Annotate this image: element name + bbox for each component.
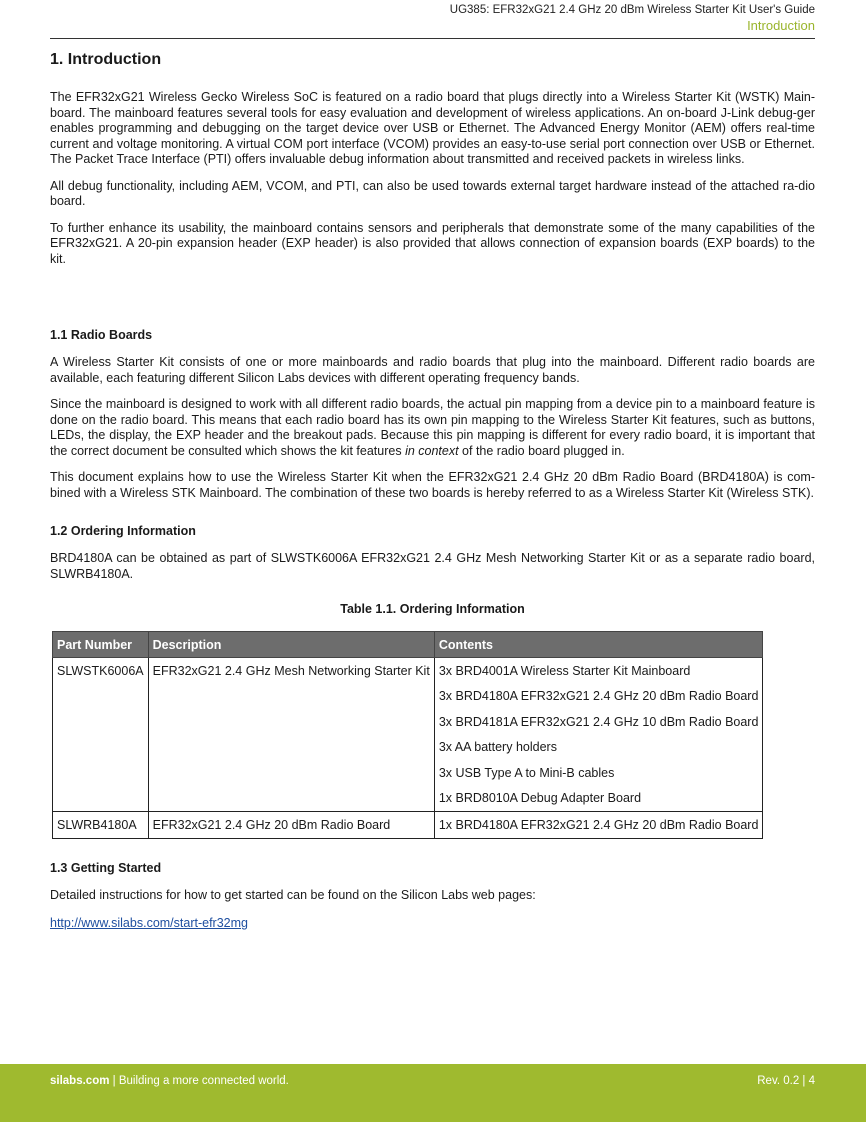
table-row <box>53 658 763 684</box>
cell-contents: 1x BRD4180A EFR32xG21 2.4 GHz 20 dBm Radio Board <box>434 812 763 839</box>
intro-paragraph-2: All debug functionality, including AEM, VCOM, and PTI, can also be used towards external target hardware instead of the attached ra-dio board. <box>50 178 815 208</box>
cell-description: EFR32xG21 2.4 GHz 20 dBm Radio Board <box>148 812 434 839</box>
cell-part-number <box>53 786 149 812</box>
cell-part-number <box>53 735 149 761</box>
cell-description <box>148 735 434 761</box>
cell-contents: 3x USB Type A to Mini-B cables <box>434 760 763 786</box>
section-1-3-heading: 1.3 Getting Started <box>50 860 162 875</box>
cell-description <box>148 760 434 786</box>
section-1-1-heading: 1.1 Radio Boards <box>50 328 153 342</box>
intro-paragraph-1: The EFR32xG21 Wireless Gecko Wireless SoC is featured on a radio board that plugs directly into a Wireless Starter Kit (WSTK) Main-board. The mainboard features several tools for easy evaluation and development of wireless applications. An on-board J-Link debug-ger enables programming and debugging on the target device over USB or Ethernet. The Advanced Energy Monitor (AEM) offers real-time current and voltage monitoring. A virtual COM port interface (VCOM) provides an easy-to-use serial port connection over USB or Ethernet. The Packet Trace Interface (PTI) offers invaluable debug information about transmitted and received packets in wireless links. <box>50 90 815 166</box>
cell-contents: 1x BRD8010A Debug Adapter Board <box>434 786 763 812</box>
page-footer <box>0 1064 866 1122</box>
cell-contents: 3x AA battery holders <box>434 735 763 761</box>
cell-description <box>148 786 434 812</box>
radio-boards-paragraph-2: Since the mainboard is designed to work with all different radio boards, the actual pin mapping from a device pin to a mainboard feature is done on the radio board. This means that each radio board has its own pin mapping to the Wireless Starter Kit features, such as buttons, LEDs, the display, the EXP header and the breakout pads. Because this pin mapping is different for every radio board, it is important that the correct document be consulted which shows the kit features in context of the radio board plugged in. <box>50 397 815 458</box>
in-context-emphasis: in context <box>405 443 459 458</box>
column-header-contents: Contents <box>434 632 763 658</box>
cell-contents: 3x BRD4001A Wireless Starter Kit Mainboard <box>434 658 763 684</box>
section-1-2-heading: 1.2 Ordering Information <box>50 524 196 538</box>
radio-boards-paragraph-1: A Wireless Starter Kit consists of one or more mainboards and radio boards that plug into the mainboard. Different radio boards are available, each featuring different Silicon Labs devices with different operating frequency bands. <box>50 355 815 385</box>
table-row <box>53 760 763 786</box>
cell-contents: 3x BRD4180A EFR32xG21 2.4 GHz 20 dBm Radio Board <box>434 684 763 710</box>
footer-page-info: Rev. 0.2 | 4 <box>757 1075 815 1087</box>
section-1-heading: 1. Introduction <box>50 51 162 68</box>
cell-part-number: SLWRB4180A <box>53 812 149 839</box>
table-row <box>53 812 763 839</box>
footer-tagline: | Building a more connected world. <box>109 1075 289 1087</box>
ordering-paragraph: BRD4180A can be obtained as part of SLWSTK6006A EFR32xG21 2.4 GHz Mesh Networking Starter Kit or as a separate radio board, SLWRB4180A. <box>50 551 815 581</box>
cell-part-number <box>53 709 149 735</box>
table-row <box>53 786 763 812</box>
cell-description <box>148 709 434 735</box>
cell-part-number <box>53 760 149 786</box>
radio-boards-paragraph-3: This document explains how to use the Wireless Starter Kit when the EFR32xG21 2.4 GHz 20 dBm Radio Board (BRD4180A) is com-bined with a Wireless STK Mainboard. The combination of these two boards is hereby referred to as a Wireless Starter Kit (Wireless STK). <box>50 470 815 500</box>
ordering-table <box>52 631 763 839</box>
page-header <box>450 3 815 33</box>
cell-contents: 3x BRD4181A EFR32xG21 2.4 GHz 10 dBm Radio Board <box>434 709 763 735</box>
table-row <box>53 709 763 735</box>
page-content <box>50 50 815 932</box>
table-header-row <box>53 632 763 658</box>
cell-description: EFR32xG21 2.4 GHz Mesh Networking Starter Kit <box>148 658 434 684</box>
cell-part-number: SLWSTK6006A <box>53 658 149 684</box>
header-divider <box>50 38 815 39</box>
start-efr32mg-link[interactable]: http://www.silabs.com/start-efr32mg <box>50 916 248 930</box>
cell-description <box>148 684 434 710</box>
running-section-name: Introduction <box>747 18 815 33</box>
column-header-description: Description <box>148 632 434 658</box>
intro-paragraph-3: To further enhance its usability, the mainboard contains sensors and peripherals that demonstrate some of the many capabilities of the EFR32xG21. A 20-pin expansion header (EXP header) is also provided that allows connection of expansion boards (EXP boards) to the kit. <box>50 220 815 266</box>
table-caption: Table 1.1. Ordering Information <box>340 602 525 616</box>
table-row <box>53 735 763 761</box>
footer-branding <box>50 1075 289 1087</box>
cell-part-number <box>53 684 149 710</box>
document-title: UG385: EFR32xG21 2.4 GHz 20 dBm Wireless Starter Kit User's Guide <box>449 4 815 16</box>
getting-started-paragraph: Detailed instructions for how to get started can be found on the Silicon Labs web pages: <box>50 887 536 902</box>
footer-site-link[interactable]: silabs.com <box>50 1075 110 1087</box>
column-header-part-number: Part Number <box>53 632 149 658</box>
table-row <box>53 684 763 710</box>
